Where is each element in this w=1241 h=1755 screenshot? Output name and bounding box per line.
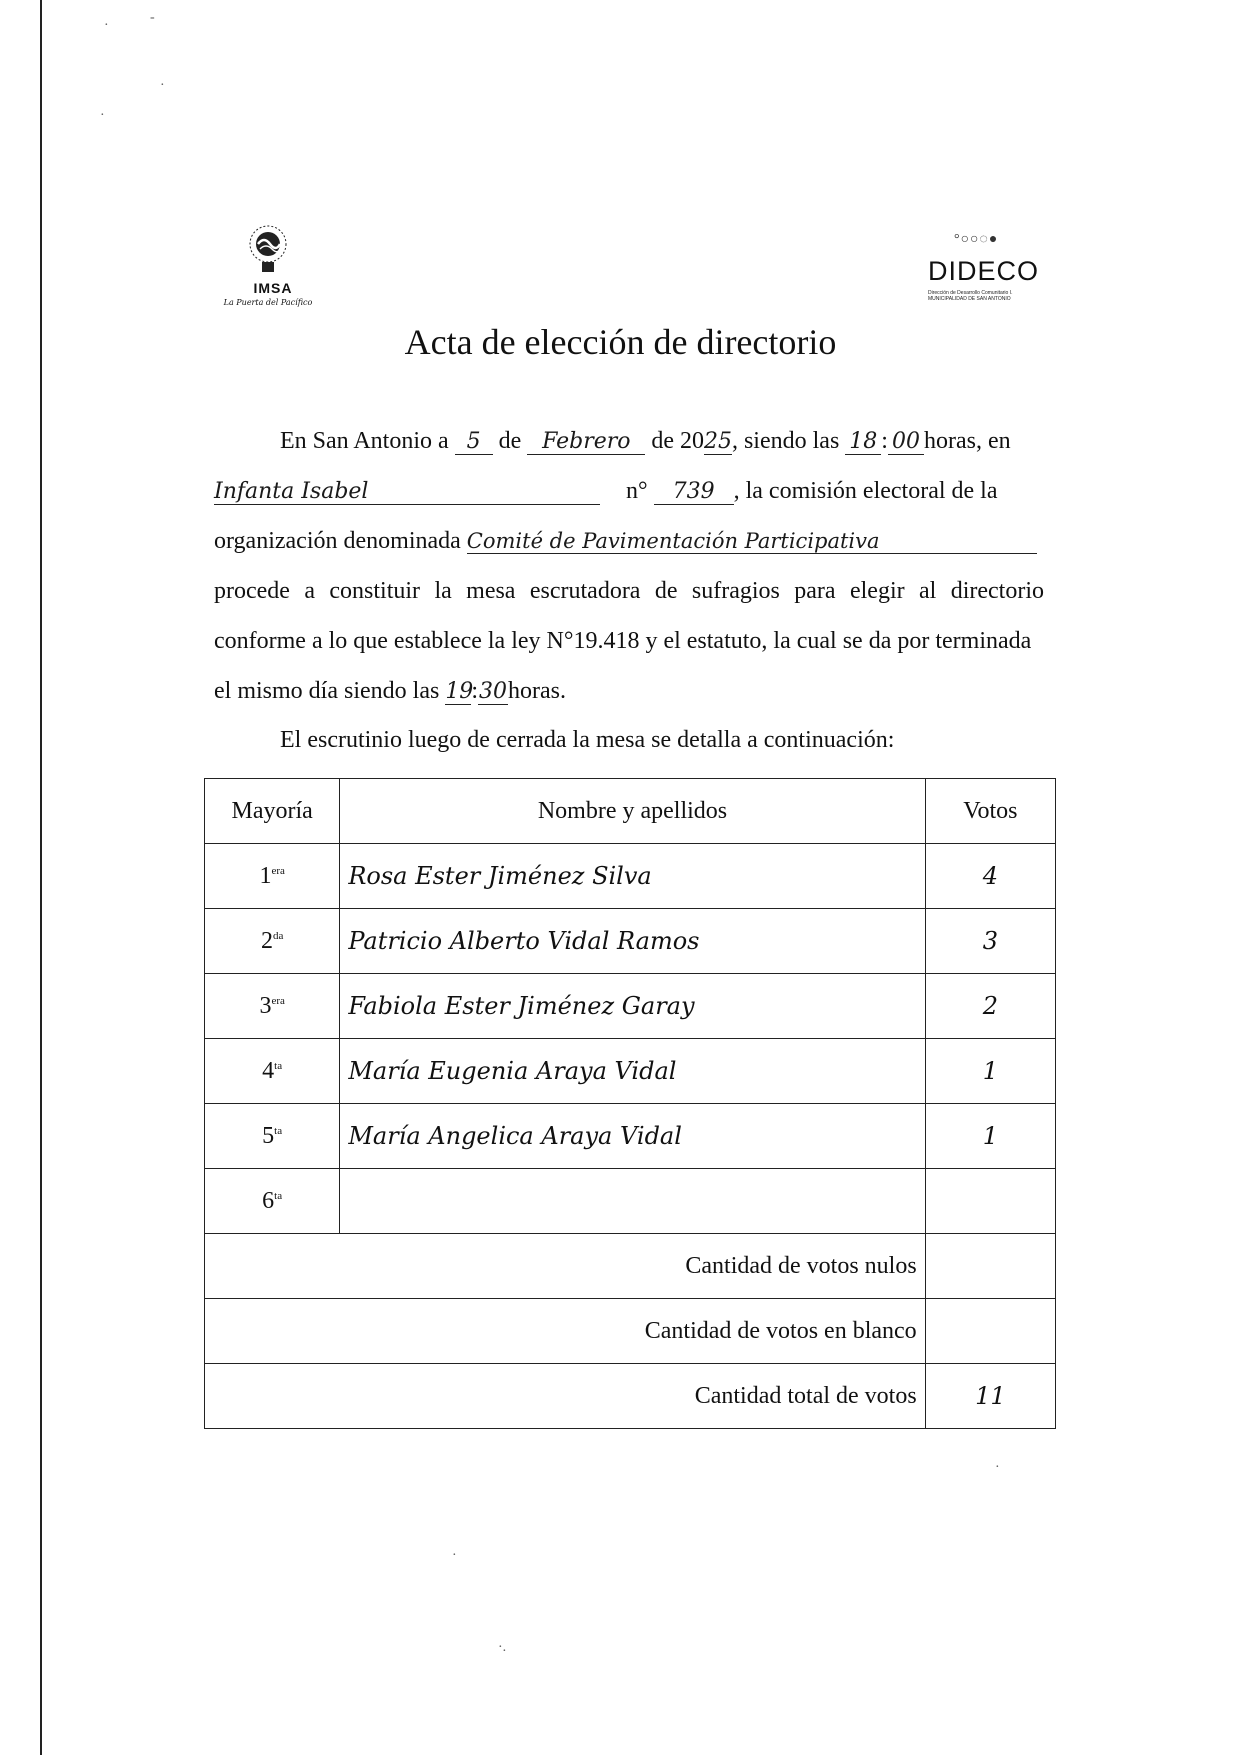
scan-speck: ·. xyxy=(498,1640,507,1655)
dideco-logo-tagline: Dirección de Desarrollo Comunitario I. MUNICIPALIDAD DE SAN ANTONIO xyxy=(928,290,1013,302)
table-row xyxy=(205,974,1056,1039)
text-horas-en: horas, en xyxy=(923,428,1011,454)
rank-suffix: era xyxy=(271,864,285,877)
imsa-logo-motto: La Puerta del Pacífico xyxy=(223,298,313,307)
paragraph-line-4: procede a constituir la mesa escrutadora de sufragios para elegir al directorio xyxy=(214,578,1044,604)
rank-cell xyxy=(205,974,340,1039)
candidate-name: María Eugenia Araya Vidal xyxy=(340,1039,925,1104)
header-mayoria: Mayoría xyxy=(205,779,340,844)
paragraph-line-1 xyxy=(280,428,1011,455)
rank-suffix: era xyxy=(271,994,285,1007)
imsa-logo-text: IMSA xyxy=(253,280,293,296)
candidate-votes: 3 xyxy=(925,909,1055,974)
total-votes-label: Cantidad total de votos xyxy=(205,1364,926,1429)
scan-speck: · xyxy=(995,1460,1000,1475)
votes-table xyxy=(204,778,1056,1429)
organization-name-field: Comité de Pavimentación Participativa xyxy=(467,529,1037,554)
rank-number: 4 xyxy=(262,1057,275,1084)
text-colon: : xyxy=(471,678,478,704)
blank-votes-row xyxy=(205,1299,1056,1364)
year-field: 25 xyxy=(703,429,732,454)
text-en-san-antonio: En San Antonio a xyxy=(280,428,449,454)
scan-speck: · xyxy=(452,1548,457,1563)
imsa-seal-icon xyxy=(248,224,288,276)
candidate-name: Rosa Ester Jiménez Silva xyxy=(340,844,925,909)
candidate-votes xyxy=(925,1169,1055,1234)
scan-speck: · xyxy=(104,18,109,33)
rank-cell xyxy=(205,1104,340,1169)
paragraph-line-6 xyxy=(214,678,566,705)
place-field: Infanta Isabel xyxy=(214,480,600,505)
text-organizacion-denominada: organización denominada xyxy=(214,528,461,554)
table-row xyxy=(205,1104,1056,1169)
dideco-logo xyxy=(928,232,1048,312)
candidate-votes: 1 xyxy=(925,1104,1055,1169)
paragraph-line-3 xyxy=(214,528,1037,555)
imsa-logo xyxy=(218,212,318,317)
candidate-name: Fabiola Ester Jiménez Garay xyxy=(340,974,925,1039)
header-votos: Votos xyxy=(925,779,1055,844)
scan-edge-line xyxy=(40,0,42,1755)
candidate-votes: 1 xyxy=(925,1039,1055,1104)
rank-cell xyxy=(205,1169,340,1234)
rank-suffix: ta xyxy=(274,1059,283,1072)
table-row xyxy=(205,844,1056,909)
paragraph-line-2 xyxy=(214,478,998,505)
start-hour-field: 18 xyxy=(845,430,881,455)
blank-votes-value xyxy=(925,1299,1055,1364)
candidate-votes: 4 xyxy=(925,844,1055,909)
text-siendo-las: , siendo las xyxy=(731,428,840,454)
candidate-name xyxy=(340,1169,925,1234)
rank-cell xyxy=(205,844,340,909)
rank-number: 5 xyxy=(262,1122,275,1149)
document-title: Acta de elección de directorio xyxy=(404,322,837,362)
text-horas: horas. xyxy=(507,678,566,704)
day-field: 5 xyxy=(455,430,493,455)
rank-cell xyxy=(205,1039,340,1104)
text-comision-electoral: , la comisión electoral de la xyxy=(733,478,998,504)
table-header-row xyxy=(205,779,1056,844)
end-hour-field: 19 xyxy=(445,679,474,704)
header-nombre: Nombre y apellidos xyxy=(340,779,925,844)
rank-number: 2 xyxy=(260,927,273,954)
text-de-20: de 20 xyxy=(651,428,704,454)
rank-number: 3 xyxy=(259,992,272,1019)
text-mismo-dia: el mismo día siendo las xyxy=(214,678,440,704)
text-numero: n° xyxy=(626,478,648,504)
rank-cell xyxy=(205,909,340,974)
table-row xyxy=(205,909,1056,974)
paragraph-line-5: conforme a lo que establece la ley N°19.418 y el estatuto, la cual se da por terminada xyxy=(214,628,1032,654)
month-field: Febrero xyxy=(527,430,645,455)
text-colon: : xyxy=(881,428,888,454)
rank-suffix: ta xyxy=(274,1124,283,1137)
end-minute-field: 30 xyxy=(478,679,507,704)
rank-number: 6 xyxy=(262,1187,275,1214)
null-votes-label: Cantidad de votos nulos xyxy=(205,1234,926,1299)
start-minute-field: 00 xyxy=(888,430,924,455)
scan-speck: · xyxy=(100,108,105,123)
table-row xyxy=(205,1169,1056,1234)
blank-votes-label: Cantidad de votos en blanco xyxy=(205,1299,926,1364)
candidate-votes: 2 xyxy=(925,974,1055,1039)
null-votes-value xyxy=(925,1234,1055,1299)
dideco-dots-icon: °○○◌● xyxy=(954,232,999,247)
dideco-logo-text: DIDECO xyxy=(928,256,1040,286)
candidate-name: Patricio Alberto Vidal Ramos xyxy=(340,909,925,974)
paragraph-line-7: El escrutinio luego de cerrada la mesa se detalla a continuación: xyxy=(280,727,895,753)
text-de: de xyxy=(498,428,522,454)
table-row xyxy=(205,1039,1056,1104)
scan-speck: - xyxy=(150,10,155,25)
candidate-name: María Angelica Araya Vidal xyxy=(340,1104,925,1169)
total-votes-value: 11 xyxy=(925,1364,1055,1429)
total-votes-row xyxy=(205,1364,1056,1429)
rank-suffix: da xyxy=(272,929,284,942)
rank-suffix: ta xyxy=(274,1189,283,1202)
number-field: 739 xyxy=(654,480,734,505)
null-votes-row xyxy=(205,1234,1056,1299)
rank-number: 1 xyxy=(259,862,272,889)
scan-speck: · xyxy=(160,78,165,93)
